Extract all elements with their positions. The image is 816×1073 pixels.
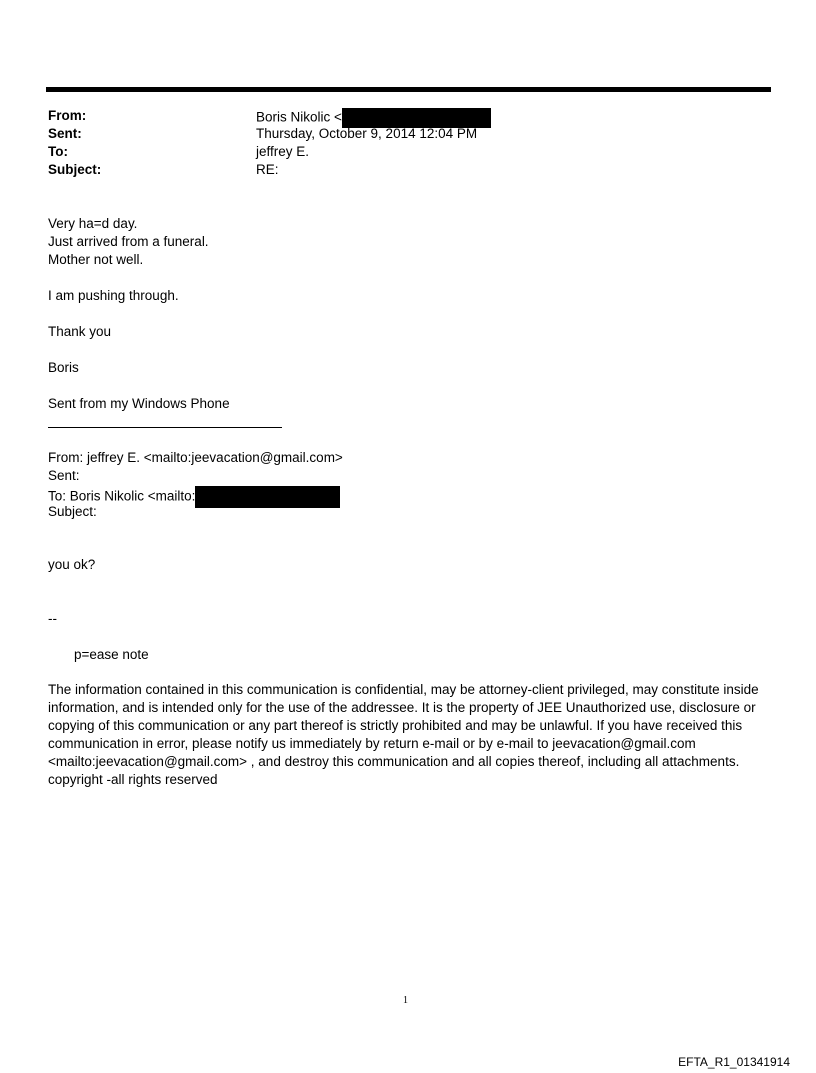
body-line: Very ha=d day. [48,216,138,231]
quoted-subject: Subject: [48,504,97,519]
redaction-box [342,108,491,128]
body-line: Boris [48,360,79,375]
please-note: p=ease note [74,647,149,662]
quoted-dashes: -- [48,611,57,626]
sent-value: Thursday, October 9, 2014 12:04 PM [256,126,478,141]
quote-separator [48,427,282,428]
signature-line: Sent from my Windows Phone [48,396,230,411]
body-line: I am pushing through. [48,288,179,303]
to-label: To: [48,144,68,159]
body-line: Mother not well. [48,252,144,267]
quoted-message: you ok? [48,557,96,572]
disclaimer-text: The information contained in this communication is confidential, may be attorney-client privileged, may constitute inside information, and is intended only for the use of the addressee. It is the property of JEE Unauthorized use, disclosure or copying of this communication or any part thereof is strictly prohibited and may be unlawful. If you have received this communication in error, please notify us immediately by return e-mail or by e-mail to jeevacation@gmail.com <mailto:jeevacation@gmail.com> , and destroy this communication and all copies thereof, including all attachments. copyright -all rights reserved [48,682,759,787]
from-name: Boris Nikolic < [256,109,342,125]
quoted-sent: Sent: [48,468,80,483]
quoted-from: From: jeffrey E. <mailto:jeevacation@gmail.com> [48,450,343,465]
to-value: jeffrey E. [256,144,310,159]
subject-value: RE: [256,162,279,177]
document-id: EFTA_R1_01341914 [678,1055,790,1069]
from-label: From: [48,108,87,123]
body-line: Thank you [48,324,112,339]
redaction-box [195,486,340,508]
from-value [256,108,491,128]
body-line: Just arrived from a funeral. [48,234,209,249]
quoted-to-text: To: Boris Nikolic <mailto: [48,488,196,504]
header-rule [46,87,771,92]
sent-label: Sent: [48,126,82,141]
page-number: 1 [403,995,408,1006]
subject-label: Subject: [48,162,102,177]
